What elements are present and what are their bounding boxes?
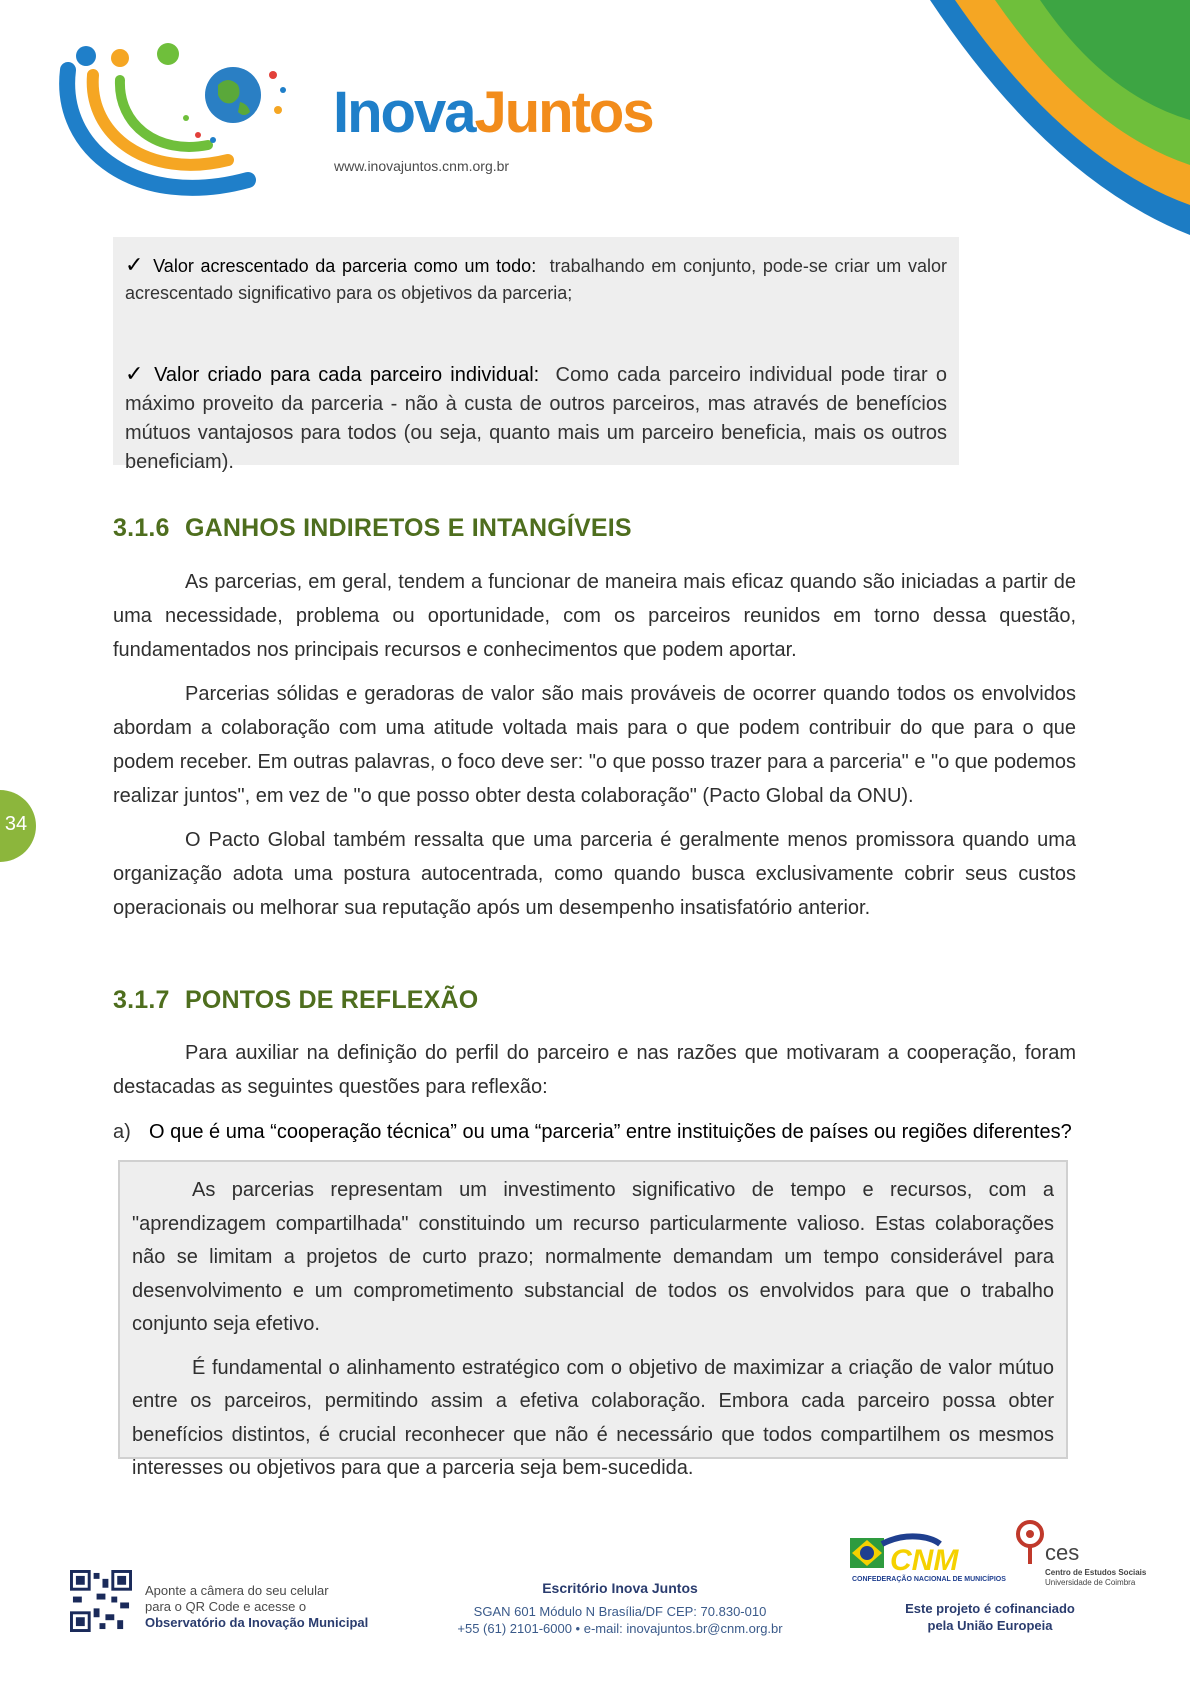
office-title: Escritório Inova Juntos	[542, 1580, 698, 1596]
reflection-question	[113, 1117, 1076, 1147]
answer-paragraph: É fundamental o alinhamento estratégico com o objetivo de maximizar a criação de valor mútuo entre os parceiros, permitindo assim a efetiva colaboração. Embora cada parceiro possa obter benefícios distintos, é crucial reconhecer que não é necessário que todos compartilhem os mesmos interesses ou objetivos para que a parceria seja bem-sucedida.	[132, 1356, 1054, 1479]
brand-title: InovaJuntos	[333, 80, 653, 145]
section-title: GANHOS INDIRETOS E INTANGÍVEIS	[185, 514, 632, 542]
section-heading	[113, 986, 478, 1015]
checklist-item	[125, 359, 947, 477]
cnm-subtitle: CONFEDERAÇÃO NACIONAL DE MUNICÍPIOS	[852, 1576, 1006, 1583]
eu-note-line: pela União Europeia	[927, 1618, 1053, 1633]
qr-caption-line: para o QR Code e acesse o	[145, 1599, 307, 1614]
eu-note-line: Este projeto é cofinanciado	[905, 1601, 1075, 1616]
office-contact	[430, 1580, 810, 1637]
qr-caption	[145, 1583, 368, 1631]
checklist-item-text: Como cada parceiro individual pode tirar o máximo proveito da parceria - não à custa de outros parceiros, mas através de benefícios mútuos vantajosos para todos (ou seja, quanto mais um parceiro beneficia, mais os outros beneficiam).	[125, 364, 947, 473]
section-number: 3.1.6	[113, 514, 170, 542]
office-address: SGAN 601 Módulo N Brasília/DF CEP: 70.830-010	[473, 1604, 767, 1619]
answer-paragraph: As parcerias representam um investimento significativo de tempo e recursos, com a "aprendizagem compartilhada" constituindo um recurso particularmente valioso. Estas colaborações não se limitam a projetos de curto prazo; normalmente demandam um tempo considerável para desenvolvimento e um comprometimento substancial de todos os envolvidos para que o trabalho conjunto seja efetivo.	[132, 1179, 1054, 1335]
office-contact-line[interactable]: +55 (61) 2101-6000 • e-mail: inovajuntos.br@cnm.org.br	[457, 1621, 783, 1636]
paragraph: O Pacto Global também ressalta que uma parceria é geralmente menos promissora quando uma organização adota uma postura autocentrada, como quando busca exclusivamente cobrir seus custos operacionais ou melhorar sua reputação após um desempenho insatisfatório anterior.	[113, 829, 1076, 919]
section-number: 3.1.7	[113, 986, 170, 1014]
ces-subtitle	[1045, 1568, 1146, 1588]
answer-box	[118, 1160, 1068, 1479]
ces-text: ces	[1045, 1540, 1080, 1565]
checkmark-icon: ✓	[125, 252, 146, 277]
question-letter: a)	[113, 1121, 131, 1143]
eu-cofinance-note	[900, 1600, 1080, 1634]
brand-url[interactable]: www.inovajuntos.cnm.org.br	[334, 158, 510, 174]
checklist-item-text: trabalhando em conjunto, pode-se criar um valor acrescentado significativo para os objetivos da parceria;	[125, 256, 948, 303]
qr-caption-line: Aponte a câmera do seu celular	[145, 1583, 329, 1598]
paragraph: As parcerias, em geral, tendem a funcionar de maneira mais eficaz quando são iniciadas a partir de uma necessidade, problema ou oportunidade, com os parceiros reunidos em torno dessa questão, fundamentados nos principais recursos e conhecimentos que podem aportar.	[113, 571, 1076, 661]
cnm-text: CNM	[890, 1544, 959, 1577]
section-title: PONTOS DE REFLEXÃO	[185, 986, 479, 1014]
value-checklist-box	[113, 237, 959, 473]
inova-juntos-logo-icon	[58, 40, 318, 210]
ces-subtitle-line: Universidade de Coimbra	[1045, 1578, 1136, 1587]
checklist-item-bold: Valor criado para cada parceiro individual:	[154, 364, 540, 386]
question-text: O que é uma “cooperação técnica” ou uma “parceria” entre instituições de países ou regiões diferentes?	[149, 1121, 1072, 1143]
qr-caption-line: Observatório da Inovação Municipal	[145, 1615, 369, 1630]
ces-subtitle-line: Centro de Estudos Sociais	[1045, 1568, 1147, 1577]
paragraph: Parcerias sólidas e geradoras de valor são mais prováveis de ocorrer quando todos os envolvidos abordam a colaboração com uma atitude voltada mais para o que podem contribuir do que para o que podem receber. Em outras palavras, o foco deve ser: "o que posso trazer para a parceria" e "o que podemos realizar juntos", em vez de "o que posso obter desta colaboração" (Pacto Global da ONU).	[113, 683, 1076, 807]
qr-code-icon[interactable]	[70, 1570, 132, 1632]
page-number-badge	[0, 790, 36, 862]
page-number: 34	[4, 813, 28, 835]
corner-decoration	[850, 0, 1190, 240]
checklist-item-bold: Valor acrescentado da parceria como um todo:	[153, 256, 537, 276]
checklist-item	[125, 251, 947, 307]
checkmark-icon: ✓	[125, 361, 147, 386]
section-heading	[113, 514, 632, 543]
paragraph: Para auxiliar na definição do perfil do parceiro e nas razões que motivaram a cooperação, foram destacadas as seguintes questões para reflexão:	[113, 1042, 1076, 1098]
